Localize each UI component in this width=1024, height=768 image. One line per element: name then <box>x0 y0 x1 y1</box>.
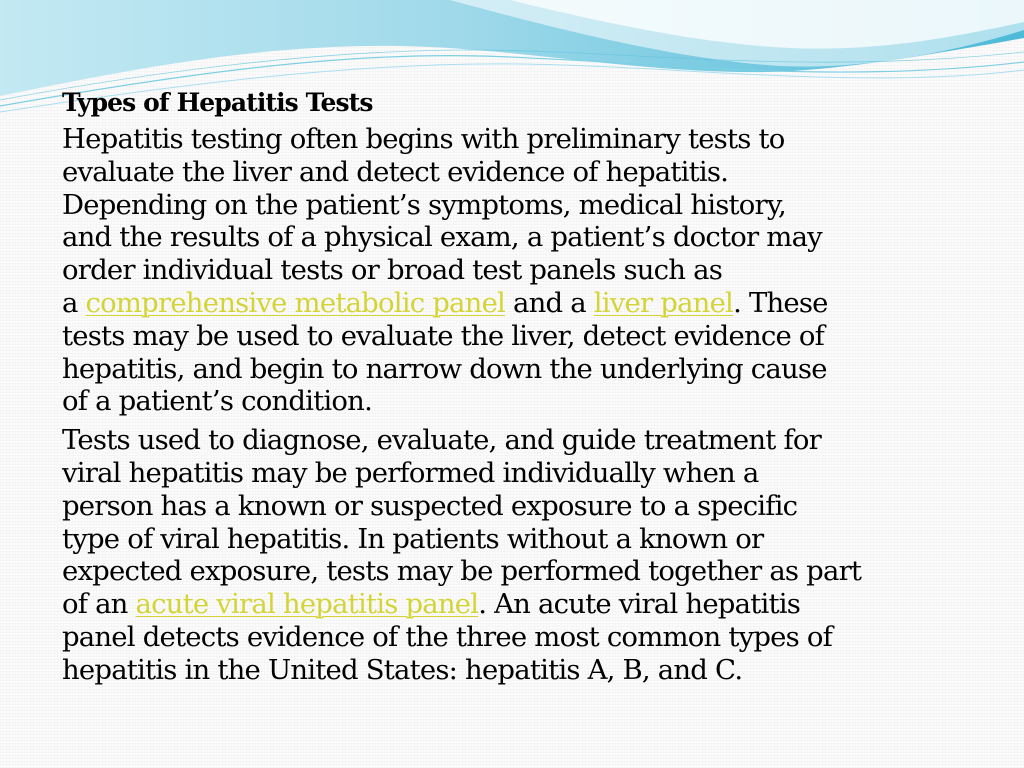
text-line: Tests used to diagnose, evaluate, and guide treatment for <box>62 424 821 457</box>
text-line: hepatitis, and begin to narrow down the underlying cause <box>62 352 827 385</box>
text-line: Hepatitis testing often begins with preliminary tests to <box>62 123 785 155</box>
text-line: viral hepatitis may be performed individually when a <box>62 456 759 489</box>
paragraph-preliminary-tests <box>62 123 942 418</box>
text-segment: a <box>62 286 86 319</box>
paragraph-viral-hepatitis-tests <box>62 424 942 686</box>
text-line: panel detects evidence of the three most common types of <box>62 620 833 653</box>
text-segment: of an <box>62 588 136 621</box>
text-line: and the results of a physical exam, a patient’s doctor may <box>62 221 822 254</box>
text-line: person has a known or suspected exposure to a specific <box>62 489 798 522</box>
text-line: expected exposure, tests may be performed together as part <box>62 555 862 588</box>
text-line-with-link <box>62 588 942 621</box>
text-segment: and a <box>505 286 594 319</box>
text-line: hepatitis in the United States: hepatitis A, B, and C. <box>62 653 743 686</box>
text-line: tests may be used to evaluate the liver, detect evidence of <box>62 319 825 352</box>
comprehensive-metabolic-panel-link[interactable]: comprehensive metabolic panel <box>85 286 506 319</box>
text-line: of a patient’s condition. <box>62 385 373 418</box>
slide-title: Types of Hepatitis Tests <box>62 88 373 117</box>
text-line: evaluate the liver and detect evidence of hepatitis. <box>62 155 729 188</box>
liver-panel-link[interactable]: liver panel <box>593 286 734 319</box>
text-line: order individual tests or broad test panels such as <box>62 254 723 287</box>
text-line-with-links <box>62 287 942 320</box>
acute-viral-hepatitis-panel-link[interactable]: acute viral hepatitis panel <box>135 588 479 621</box>
text-line: Depending on the patient’s symptoms, medical history, <box>62 188 786 221</box>
text-segment: . These <box>733 286 828 319</box>
text-segment: . An acute viral hepatitis <box>478 588 801 621</box>
slide-content <box>62 86 942 693</box>
text-line: type of viral hepatitis. In patients without a known or <box>62 522 764 555</box>
